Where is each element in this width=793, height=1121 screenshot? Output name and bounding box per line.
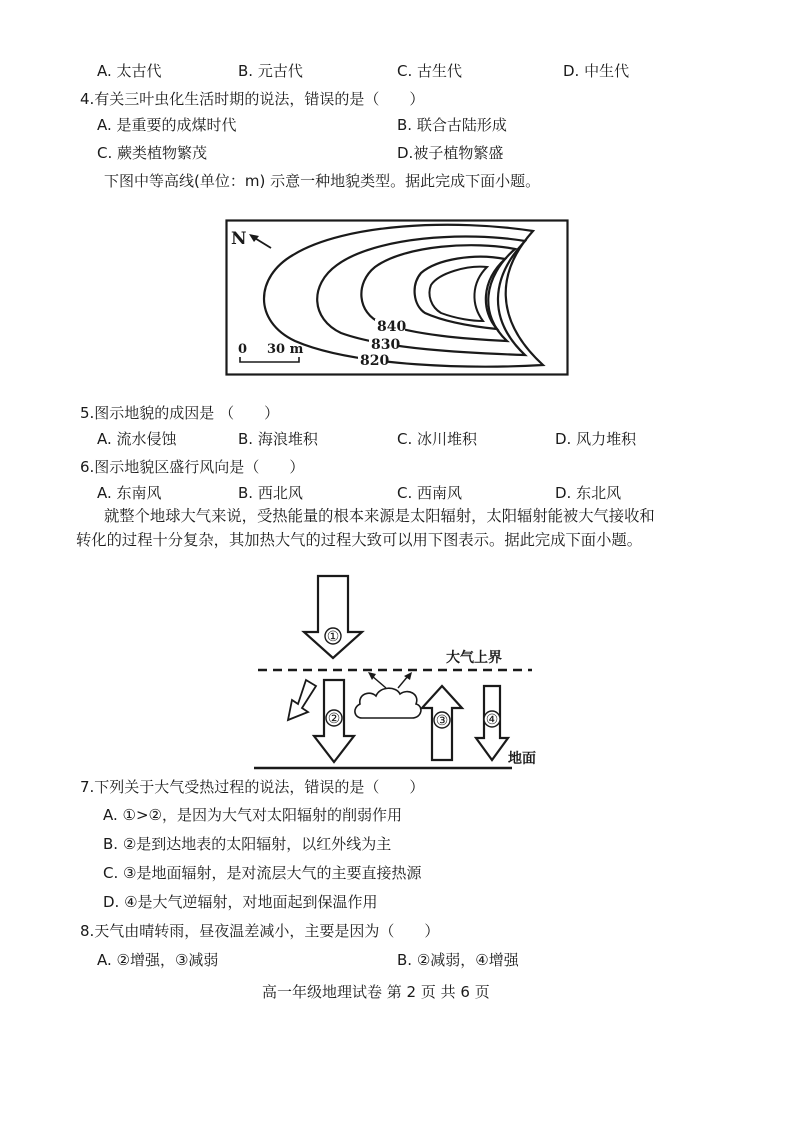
q4-option-c: C. 蕨类植物繁茂: [97, 144, 208, 162]
atmos-intro-line-1: 就整个地球大气来说，受热能量的根本来源是太阳辐射，太阳辐射能被大气接收和: [104, 507, 655, 525]
q6-stem: 6.图示地貌区盛行风向是（ ）: [80, 458, 305, 476]
scale-label: 30 m: [267, 342, 304, 357]
q8-stem: 8.天气由晴转雨，昼夜温差减小，主要是因为（ ）: [80, 922, 440, 940]
arrow-label-1: ①: [326, 629, 340, 645]
contour-label-840: 840: [377, 319, 407, 335]
q7-option-d: D. ④是大气逆辐射，对地面起到保温作用: [103, 893, 378, 911]
q6-option-a: A. 东南风: [97, 484, 162, 502]
q3-option-a: A. 太古代: [97, 62, 162, 80]
q7-option-a: A. ①>②，是因为大气对太阳辐射的削弱作用: [103, 806, 402, 824]
contour-intro: 下图中等高线(单位：m) 示意一种地貌类型。据此完成下面小题。: [104, 172, 541, 190]
q4-option-d: D.被子植物繁盛: [397, 144, 504, 162]
contour-figure: [225, 219, 569, 377]
north-label: N: [231, 229, 247, 249]
q5-option-a: A. 流水侵蚀: [97, 430, 177, 448]
ground-label: 地面: [508, 751, 536, 767]
cloud-arrow-left: [372, 676, 386, 688]
upper-boundary-label: 大气上界: [446, 650, 502, 666]
contour-label-820: 820: [360, 353, 390, 369]
q7-stem: 7.下列关于大气受热过程的说法，错误的是（ ）: [80, 778, 425, 796]
q7-option-b: B. ②是到达地表的太阳辐射，以红外线为主: [103, 835, 392, 853]
q6-option-b: B. 西北风: [238, 484, 303, 502]
q6-option-d: D. 东北风: [555, 484, 622, 502]
page-footer: 高一年级地理试卷 第 2 页 共 6 页: [262, 983, 490, 1001]
atmos-intro-line-2: 转化的过程十分复杂，其加热大气的过程大致可以用下图表示。据此完成下面小题。: [76, 531, 642, 549]
arrow-label-2: ②: [327, 711, 341, 727]
cloud-icon: [355, 688, 421, 718]
q5-option-d: D. 风力堆积: [555, 430, 637, 448]
q4-option-b: B. 联合古陆形成: [397, 116, 507, 134]
q3-option-c: C. 古生代: [397, 62, 463, 80]
q3-option-b: B. 元古代: [238, 62, 303, 80]
q8-option-b: B. ②减弱，④增强: [397, 951, 519, 969]
scale-zero: 0: [238, 342, 248, 357]
q5-option-b: B. 海浪堆积: [238, 430, 318, 448]
arrow-label-3: ③: [435, 713, 449, 729]
contour-label-830: 830: [371, 337, 401, 353]
atmos-figure: [250, 568, 550, 776]
q6-option-c: C. 西南风: [397, 484, 463, 502]
cloud-arrow-right: [398, 676, 408, 688]
q5-stem: 5.图示地貌的成因是 （ ）: [80, 404, 280, 422]
q7-option-c: C. ③是地面辐射，是对流层大气的主要直接热源: [103, 864, 422, 882]
q4-option-a: A. 是重要的成煤时代: [97, 116, 237, 134]
arrow-reflected: [288, 680, 316, 720]
q3-option-d: D. 中生代: [563, 62, 630, 80]
q8-option-a: A. ②增强，③减弱: [97, 951, 219, 969]
q5-option-c: C. 冰川堆积: [397, 430, 478, 448]
arrow-label-4: ④: [485, 712, 499, 728]
q4-stem: 4.有关三叶虫化生活时期的说法，错误的是（ ）: [80, 90, 425, 108]
arrow-1-solar-radiation: [304, 576, 362, 658]
